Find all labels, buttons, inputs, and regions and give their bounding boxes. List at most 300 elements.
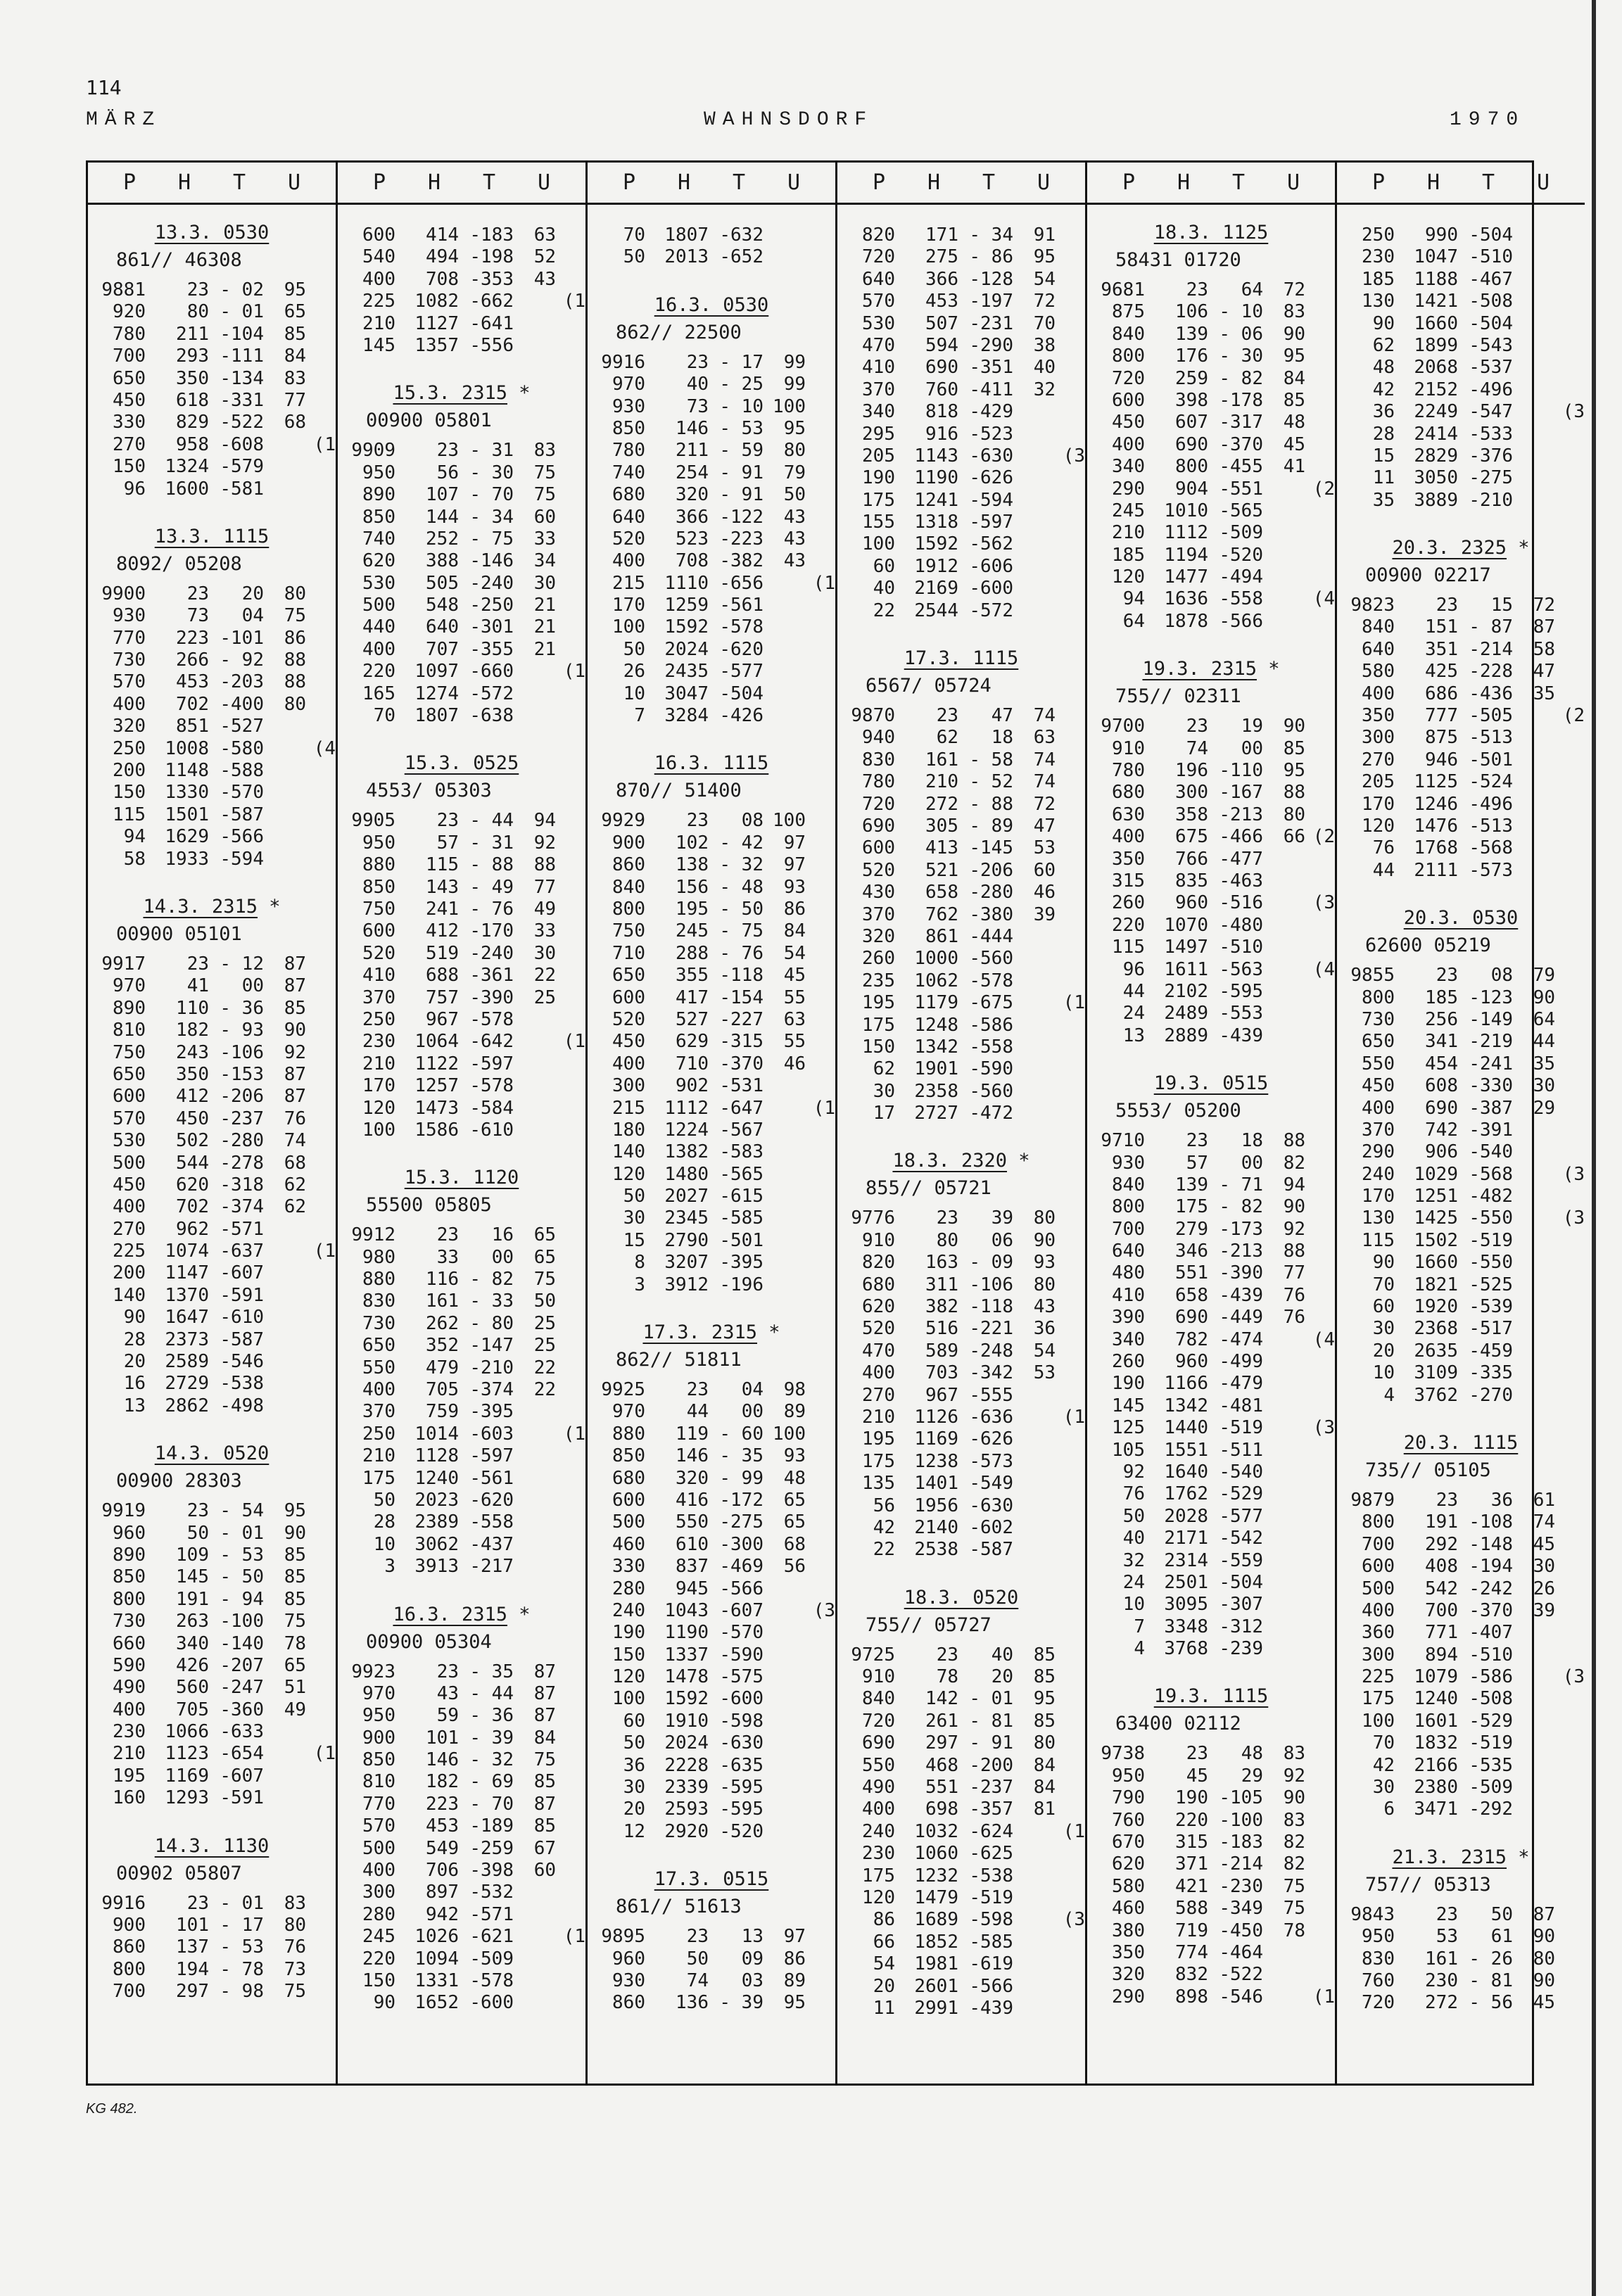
cell-f	[806, 246, 835, 268]
cell-p: 270	[113, 1218, 146, 1240]
table-row	[88, 649, 336, 671]
cell-u: 64	[1533, 1008, 1555, 1030]
cell-h: 220	[1175, 1809, 1208, 1831]
cell-f	[306, 628, 336, 649]
cell-t: -439	[1219, 1284, 1263, 1306]
cell-u	[1013, 948, 1056, 970]
cell-t: 04	[241, 605, 264, 627]
cell-f	[306, 1611, 336, 1632]
cell-h: 527	[676, 1008, 709, 1030]
cell-h: 106	[1175, 301, 1208, 323]
cell-t: - 01	[220, 1892, 264, 1914]
cell-h: 300	[1175, 782, 1208, 804]
cell-u: 80	[1033, 1274, 1056, 1295]
cell-u: 73	[284, 1958, 306, 1980]
table-row	[837, 1777, 1085, 1799]
cell-h: 115	[426, 854, 459, 876]
cell-p: 64	[1122, 610, 1145, 632]
cell-f	[1305, 1440, 1335, 1461]
cell-f	[556, 313, 585, 335]
cell-h: 33	[436, 1246, 459, 1268]
cell-p: 950	[1112, 1765, 1145, 1787]
table-row	[88, 1262, 336, 1284]
table-row	[1087, 301, 1335, 323]
cell-h: 719	[1175, 1920, 1208, 1941]
sounding-title: 18.3. 1125	[1153, 222, 1269, 243]
table-row	[338, 1269, 585, 1290]
cell-p: 600	[612, 1489, 645, 1511]
cell-f	[556, 1269, 585, 1290]
cell-f	[556, 877, 585, 899]
table-row	[837, 904, 1085, 926]
cell-u	[764, 573, 806, 595]
cell-u: 80	[1533, 1948, 1555, 1970]
cell-p: 300	[362, 1882, 395, 1903]
cell-h: 861	[925, 925, 958, 947]
cell-p: 170	[612, 595, 645, 616]
cell-f	[1056, 970, 1085, 992]
cell-f	[806, 705, 835, 727]
cell-f	[1555, 595, 1585, 616]
cell-t: -355	[469, 638, 514, 660]
cell-p: 42	[1372, 379, 1395, 400]
cell-u: 70	[1033, 312, 1056, 334]
marker-asterisk: *	[1257, 658, 1280, 680]
cell-t: -361	[469, 965, 514, 987]
cell-p: 930	[113, 605, 146, 627]
table-row	[338, 1357, 585, 1379]
cell-t: - 25	[719, 374, 764, 395]
table-row	[338, 1490, 585, 1511]
table-row	[338, 440, 585, 462]
cell-u	[1013, 556, 1056, 578]
cell-t: 15	[1490, 595, 1513, 616]
cell-t: -128	[969, 268, 1013, 290]
cell-f	[1056, 379, 1085, 401]
table-row	[1087, 849, 1335, 870]
cell-t: -239	[1219, 1638, 1263, 1660]
table-row	[1337, 335, 1585, 357]
table-row	[88, 998, 336, 1020]
cell-h: 297	[176, 1981, 209, 2003]
cell-t: -464	[1219, 1942, 1263, 1963]
cell-u	[764, 1799, 806, 1820]
cell-u	[264, 1765, 306, 1787]
cell-t: -499	[1219, 1351, 1263, 1373]
cell-t: -546	[1219, 1986, 1263, 2008]
cell-h: 1169	[914, 1428, 958, 1450]
cell-p: 54	[873, 1953, 895, 1975]
cell-p: 130	[1362, 1207, 1395, 1229]
cell-f	[1305, 1003, 1335, 1025]
table-row	[837, 1230, 1085, 1252]
cell-f	[306, 1395, 336, 1417]
cell-u: 88	[1283, 782, 1305, 804]
cell-p: 400	[362, 268, 395, 290]
cell-f	[1555, 1622, 1585, 1644]
cell-t: -407	[1469, 1622, 1513, 1644]
cell-u	[1013, 490, 1056, 512]
cell-h: 146	[676, 417, 709, 439]
sounding-title: 15.3. 0525	[404, 752, 519, 775]
cell-t: -573	[969, 1450, 1013, 1472]
table-row	[1087, 1417, 1335, 1439]
cell-t: -570	[220, 782, 264, 804]
cell-p: 950	[362, 1705, 395, 1727]
cell-t: -595	[719, 1799, 764, 1820]
cell-t: -292	[1469, 1799, 1513, 1820]
cell-t: -370	[1469, 1599, 1513, 1621]
cell-t: -479	[1219, 1373, 1263, 1395]
cell-u: 63	[533, 224, 556, 246]
cell-h: 23	[686, 1379, 709, 1401]
cell-p: 150	[113, 456, 146, 478]
cell-t: -540	[1219, 1461, 1263, 1483]
cell-f	[556, 943, 585, 965]
cell-h: 23	[1186, 716, 1208, 737]
cell-u: 95	[1033, 1688, 1056, 1710]
table-row	[1087, 1219, 1335, 1241]
cell-f	[1056, 1340, 1085, 1362]
cell-f	[306, 716, 336, 737]
cell-h: 1147	[165, 1262, 209, 1284]
cell-f	[806, 224, 835, 246]
table-row	[338, 1423, 585, 1445]
cell-u: 36	[1033, 1318, 1056, 1340]
cell-t: - 94	[220, 1588, 264, 1610]
table-row	[1087, 279, 1335, 301]
table-row	[837, 992, 1085, 1014]
cell-t: -590	[969, 1058, 1013, 1080]
cell-p: 410	[362, 965, 395, 987]
cell-u	[764, 1207, 806, 1229]
cell-f	[1056, 224, 1085, 246]
cell-t: -547	[1469, 401, 1513, 423]
cell-h: 1188	[1414, 268, 1458, 290]
cell-f	[1056, 1666, 1085, 1688]
table-row	[588, 1926, 835, 1948]
cell-u: 90	[1533, 1926, 1555, 1948]
cell-p: 40	[1122, 1528, 1145, 1549]
table-row	[588, 1511, 835, 1533]
cell-t: -553	[1219, 1003, 1263, 1025]
table-row	[338, 965, 585, 987]
cell-f	[806, 1777, 835, 1799]
cell-p: 105	[1112, 1439, 1145, 1461]
cell-u: 65	[533, 1224, 556, 1246]
cell-f	[1555, 860, 1585, 882]
cell-p: 550	[1362, 1053, 1395, 1074]
cell-u: 30	[1533, 1075, 1555, 1097]
table-row	[338, 1926, 585, 1948]
cell-h: 1652	[414, 1992, 459, 2014]
cell-p: 730	[113, 1611, 146, 1632]
marker-asterisk: *	[757, 1321, 780, 1344]
table-row	[1087, 412, 1335, 433]
cell-h: 707	[426, 638, 459, 660]
cell-h: 1342	[1164, 1395, 1208, 1416]
cell-p: 720	[862, 793, 895, 815]
cell-p: 76	[1372, 837, 1395, 859]
cell-h: 708	[676, 550, 709, 572]
cell-p: 260	[1112, 892, 1145, 914]
cell-t: -357	[969, 1799, 1013, 1820]
cell-p: 16	[123, 1373, 146, 1395]
cell-f	[556, 1357, 585, 1379]
cell-t: 20	[241, 583, 264, 604]
cell-u: 95	[1283, 760, 1305, 782]
cell-u: 75	[284, 1611, 306, 1632]
cell-f	[556, 1490, 585, 1511]
cell-t: 03	[741, 1970, 764, 1991]
cell-t: - 35	[469, 1661, 514, 1682]
cell-f	[306, 998, 336, 1020]
sounding-block	[338, 751, 585, 1141]
cell-t: -395	[469, 1401, 514, 1423]
cell-f	[556, 269, 585, 291]
cell-t: -597	[469, 1053, 514, 1074]
cell-u	[264, 738, 306, 760]
cell-u: 47	[1533, 661, 1555, 683]
cell-h: 1008	[165, 737, 209, 759]
cell-u: 87	[284, 1086, 306, 1108]
table-row	[588, 374, 835, 395]
table-column	[1085, 163, 1335, 2083]
cell-t: -241	[1469, 1053, 1513, 1074]
cell-u: 72	[1533, 595, 1555, 616]
cell-u	[764, 639, 806, 661]
cell-p: 225	[113, 1241, 146, 1262]
cell-p: 220	[362, 1948, 395, 1970]
cell-u: 50	[533, 1290, 556, 1312]
cell-h: 297	[925, 1732, 958, 1754]
cell-t: -317	[1219, 412, 1263, 433]
cell-f	[1555, 1053, 1585, 1075]
table-row	[588, 1644, 835, 1666]
table-row	[837, 401, 1085, 423]
cell-p: 9700	[1101, 716, 1145, 737]
cell-p: 920	[113, 301, 146, 323]
cell-h: 468	[925, 1754, 958, 1776]
sounding-code: 862// 51811	[616, 1349, 742, 1371]
cell-u: 35	[1533, 683, 1555, 704]
cell-f	[1305, 1351, 1335, 1373]
cell-f	[306, 1219, 336, 1241]
cell-f	[1056, 269, 1085, 291]
cell-u	[1263, 1461, 1305, 1483]
cell-u: 72	[1033, 291, 1056, 312]
cell-u: 76	[1283, 1307, 1305, 1328]
cell-t: -504	[1469, 312, 1513, 334]
cell-p: 650	[362, 1335, 395, 1357]
cell-h: 23	[186, 1500, 209, 1522]
cell-t: -100	[1219, 1809, 1263, 1831]
cell-h: 851	[176, 716, 209, 737]
cell-h: 1768	[1414, 837, 1458, 859]
cell-t: - 52	[969, 771, 1013, 793]
cell-p: 340	[862, 401, 895, 423]
cell-p: 600	[1362, 1556, 1395, 1578]
cell-u	[1013, 1081, 1056, 1103]
cell-p: 175	[862, 1865, 895, 1886]
cell-f	[1305, 738, 1335, 760]
table-row	[1337, 246, 1585, 268]
cell-t: 18	[1241, 1130, 1263, 1152]
table-row	[588, 1207, 835, 1229]
cell-u	[264, 1351, 306, 1373]
cell-u: 39	[1533, 1599, 1555, 1621]
cell-h: 211	[676, 440, 709, 462]
cell-t: -660	[469, 661, 514, 683]
cell-h: 2368	[1414, 1318, 1458, 1340]
cell-u: 76	[1283, 1284, 1305, 1306]
cell-h: 43	[436, 1682, 459, 1704]
cell-u: 30	[533, 942, 556, 964]
cell-f	[1305, 1153, 1335, 1174]
table-row	[837, 556, 1085, 578]
cell-f	[1056, 1932, 1085, 1953]
cell-t: -147	[469, 1335, 514, 1357]
cell-u: 44	[1533, 1031, 1555, 1053]
cell-u: 83	[1283, 301, 1305, 323]
cell-h: 191	[176, 1588, 209, 1610]
cell-u: 76	[284, 1108, 306, 1129]
cell-t: -565	[719, 1163, 764, 1185]
table-row	[88, 804, 336, 826]
cell-f	[306, 390, 336, 412]
sounding-code: 00902 05807	[116, 1862, 242, 1884]
cell-t: -610	[469, 1119, 514, 1141]
sounding-code: 870// 51400	[616, 780, 742, 802]
cell-h: 875	[1425, 727, 1458, 749]
table-row	[588, 1230, 835, 1252]
cell-h: 275	[925, 246, 958, 268]
cell-p: 370	[862, 903, 895, 925]
table-row	[1087, 1506, 1335, 1528]
cell-h: 74	[686, 1970, 709, 1991]
cell-h: 73	[186, 605, 209, 627]
cell-f	[1056, 1644, 1085, 1666]
cell-p: 155	[862, 512, 895, 533]
table-row	[837, 794, 1085, 816]
cell-f: (3	[1063, 1909, 1085, 1931]
sounding-block	[837, 646, 1085, 1124]
cell-f	[306, 694, 336, 716]
cell-f	[556, 1992, 585, 2014]
cell-t: -519	[1469, 1732, 1513, 1754]
cell-h: 1274	[414, 683, 459, 704]
table-row	[1087, 804, 1335, 826]
cell-u	[764, 683, 806, 705]
cell-h: 412	[426, 920, 459, 942]
cell-f	[806, 1926, 835, 1948]
table-row	[88, 478, 336, 500]
cell-t: - 53	[220, 1544, 264, 1566]
cell-t: -597	[969, 512, 1013, 533]
cell-p: 175	[1362, 1688, 1395, 1710]
cell-f	[806, 462, 835, 484]
cell-p: 185	[1362, 268, 1395, 290]
cell-t: -516	[1219, 892, 1263, 914]
cell-u	[1513, 1799, 1555, 1820]
cell-u: 93	[783, 1445, 806, 1467]
table-row	[837, 1318, 1085, 1340]
cell-u: 63	[1033, 727, 1056, 749]
cell-f	[806, 1141, 835, 1163]
cell-f: (2	[1312, 478, 1335, 500]
table-row	[1087, 1528, 1335, 1549]
cell-u: 83	[533, 440, 556, 462]
cell-f	[1056, 1976, 1085, 1998]
cell-t: 00	[491, 1246, 514, 1268]
cell-f	[556, 1705, 585, 1727]
cell-u: 86	[783, 898, 806, 920]
cell-p: 3	[634, 1274, 645, 1295]
cell-u	[514, 1534, 556, 1556]
cell-u	[514, 661, 556, 683]
cell-u: 48	[1283, 412, 1305, 433]
table-row	[588, 224, 835, 246]
cell-p: 600	[1112, 389, 1145, 411]
cell-h: 1592	[664, 616, 709, 638]
table-row	[588, 1120, 835, 1141]
cell-f	[556, 1860, 585, 1882]
cell-t: -535	[1469, 1754, 1513, 1776]
table-row	[588, 1666, 835, 1688]
cell-t: -469	[719, 1556, 764, 1578]
cell-t: -504	[1219, 1571, 1263, 1593]
cell-p: 400	[113, 1196, 146, 1218]
cell-t: 00	[241, 975, 264, 997]
table-row	[1087, 716, 1335, 737]
cell-t: 13	[741, 1926, 764, 1948]
cell-u	[1263, 849, 1305, 870]
cell-f	[306, 804, 336, 826]
cell-p: 520	[612, 528, 645, 550]
cell-p: 100	[612, 616, 645, 638]
cell-p: 145	[1112, 1395, 1145, 1416]
cell-p: 640	[612, 506, 645, 528]
cell-u	[1513, 490, 1555, 512]
table-row	[1087, 390, 1335, 412]
cell-p: 800	[1112, 345, 1145, 367]
cell-h: 521	[925, 859, 958, 881]
sounding-title: 16.3. 2315 *	[393, 1603, 531, 1625]
sounding-code: 735// 05105	[1365, 1459, 1491, 1481]
cell-h: 366	[676, 506, 709, 528]
cell-p: 400	[862, 1362, 895, 1384]
table-row	[837, 970, 1085, 992]
cell-t: - 01	[220, 301, 264, 323]
cell-f	[306, 1373, 336, 1395]
cell-f	[556, 1838, 585, 1860]
cell-u	[1513, 1207, 1555, 1229]
cell-p: 850	[612, 1445, 645, 1467]
table-row	[837, 1081, 1085, 1103]
table-row	[1087, 588, 1335, 610]
table-row	[837, 882, 1085, 903]
table-row	[338, 616, 585, 638]
cell-p: 530	[362, 572, 395, 594]
cell-p: 9879	[1350, 1489, 1395, 1511]
cell-p: 94	[123, 826, 146, 848]
cell-t: -335	[1469, 1362, 1513, 1384]
cell-f	[1056, 1843, 1085, 1865]
table-row	[837, 727, 1085, 749]
cell-u	[514, 1075, 556, 1097]
cell-u: 90	[284, 1522, 306, 1544]
table-row	[88, 694, 336, 716]
